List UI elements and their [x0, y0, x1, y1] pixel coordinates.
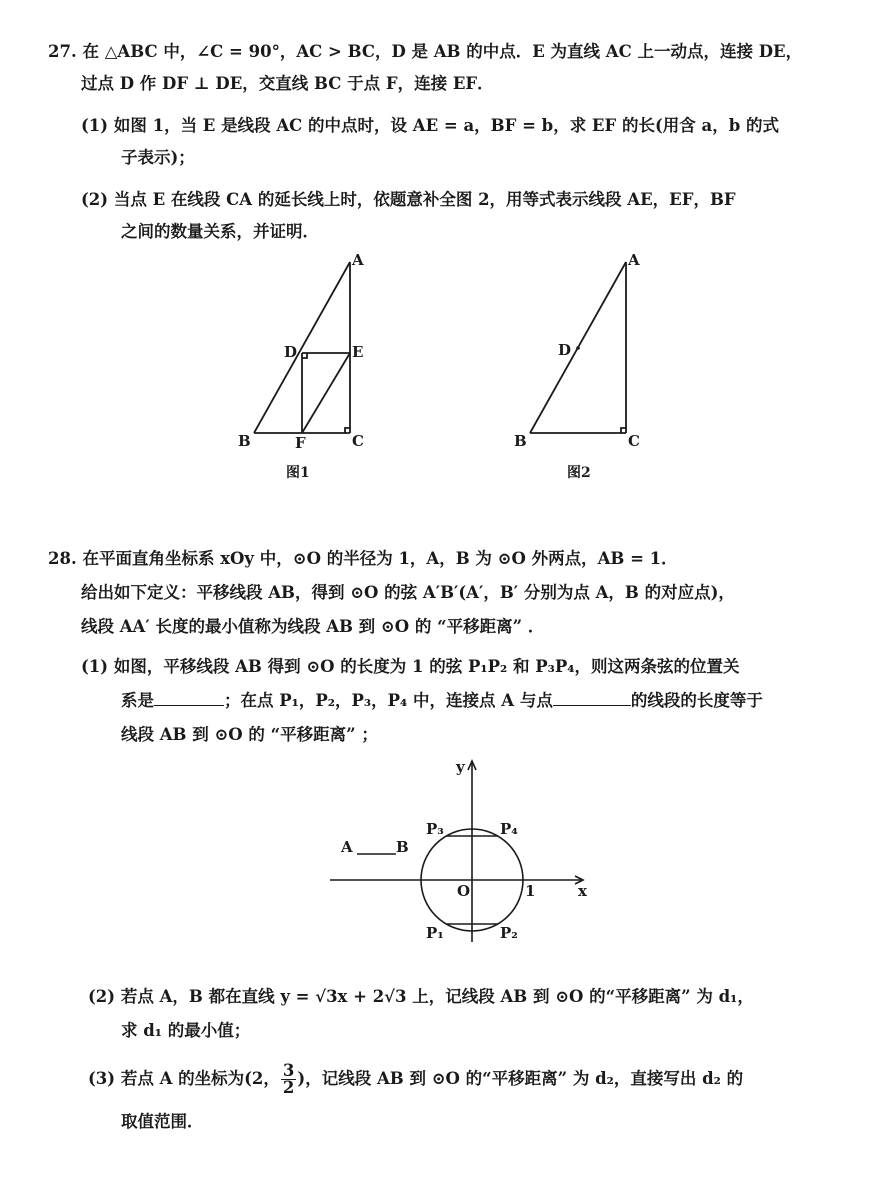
q28-coordinate-figure: [325, 750, 600, 950]
q28-part2-line-1: (2) 若点 A，B 都在直线 y = √3x + 2√3 上，记线段 AB 到 ⊙O 的“平移距离” 为 d₁，: [88, 987, 754, 1006]
axis-label-y: y: [456, 758, 465, 776]
point-label-b: B: [396, 838, 409, 856]
fig1-caption: 图1: [286, 465, 310, 481]
unit-label: 1: [525, 882, 536, 900]
q27-figure-2: [505, 245, 655, 465]
q27-stem-line-2: 过点 D 作 DF ⊥ DE，交直线 BC 于点 F，连接 EF．: [81, 74, 494, 93]
q27-number: 27.: [48, 42, 77, 61]
q27-part1-line-2: 子表示)；: [121, 148, 195, 167]
q28-part3-line-2: 取值范围．: [121, 1112, 204, 1131]
q27-part2-line-1: (2) 当点 E 在线段 CA 的延长线上时，依题意补全图 2，用等式表示线段 AE，EF，BF: [81, 190, 736, 209]
fraction-denominator: 2: [282, 1078, 295, 1097]
q28-part2-line-2: 求 d₁ 的最小值；: [121, 1021, 251, 1040]
q28-part1-line-1: (1) 如图，平移线段 AB 得到 ⊙O 的长度为 1 的弦 P₁P₂ 和 P₃P₄，则这两条弦的位置关: [81, 657, 740, 676]
fig1-label-b: B: [238, 432, 251, 450]
q28-part1-text-b: ；在点 P₁，P₂，P₃，P₄ 中，连接点 A 与点: [224, 691, 553, 710]
fig2-label-a: A: [628, 251, 640, 269]
q28-part1-text-c: 的线段的长度等于: [630, 691, 763, 710]
point-label-p1: P₁: [426, 924, 444, 942]
fig1-label-f: F: [295, 434, 306, 452]
fig1-label-a: A: [352, 251, 364, 269]
point-label-a: A: [341, 838, 353, 856]
q27-stem-line-1: [48, 40, 802, 64]
fig1-label-d: D: [284, 343, 298, 361]
q27-part2-line-2: 之间的数量关系，并证明．: [121, 222, 319, 241]
q28-part1-text-a: 系是: [121, 691, 154, 710]
axis-label-x: x: [578, 882, 587, 900]
fig2-label-d: D: [558, 341, 572, 359]
q28-stem-line-1: [48, 547, 678, 571]
fraction-three-halves: [281, 1063, 296, 1096]
fig1-label-c: C: [352, 432, 364, 450]
fraction-numerator: 3: [282, 1061, 295, 1080]
q28-part3-text-b: )，记线段 AB 到 ⊙O 的“平移距离” 为 d₂，直接写出 d₂ 的: [297, 1069, 744, 1088]
point-label-p2: P₂: [500, 924, 518, 942]
point-label-p3: P₃: [426, 820, 444, 838]
answer-blank-2[interactable]: [553, 689, 631, 706]
answer-blank-1[interactable]: [154, 689, 224, 706]
q28-part1-line-2: [121, 689, 763, 713]
q28-stem-line-2: 给出如下定义：平移线段 AB，得到 ⊙O 的弦 A′B′(A′，B′ 分别为点 A，B 的对应点)，: [81, 583, 735, 602]
fig2-label-b: B: [514, 432, 527, 450]
q28-part3-line-1: [88, 1061, 743, 1097]
q28-stem-line-3: 线段 AA′ 长度的最小值称为线段 AB 到 ⊙O 的 “平移距离” ．: [81, 617, 545, 636]
q28-stem-1: 在平面直角坐标系 xOy 中，⊙O 的半径为 1，A，B 为 ⊙O 外两点，AB = 1．: [82, 549, 678, 568]
fig2-caption: 图2: [567, 465, 591, 481]
origin-label: O: [457, 882, 471, 900]
q28-part1-line-3: 线段 AB 到 ⊙O 的 “平移距离” ；: [121, 725, 378, 744]
q27-figure-1: [230, 245, 380, 465]
point-label-p4: P₄: [500, 820, 518, 838]
q27-stem-1: 在 △ABC 中，∠C = 90°，AC > BC，D 是 AB 的中点．E 为直线 AC 上一动点，连接 DE，: [82, 42, 803, 61]
fig2-label-c: C: [628, 432, 640, 450]
fig1-label-e: E: [352, 343, 364, 361]
q28-number: 28.: [48, 549, 77, 568]
q28-part3-text-a: (3) 若点 A 的坐标为(2，: [88, 1069, 280, 1088]
q27-part1-line-1: (1) 如图 1，当 E 是线段 AC 的中点时，设 AE = a，BF = b，求 EF 的长(用含 a，b 的式: [81, 116, 779, 135]
